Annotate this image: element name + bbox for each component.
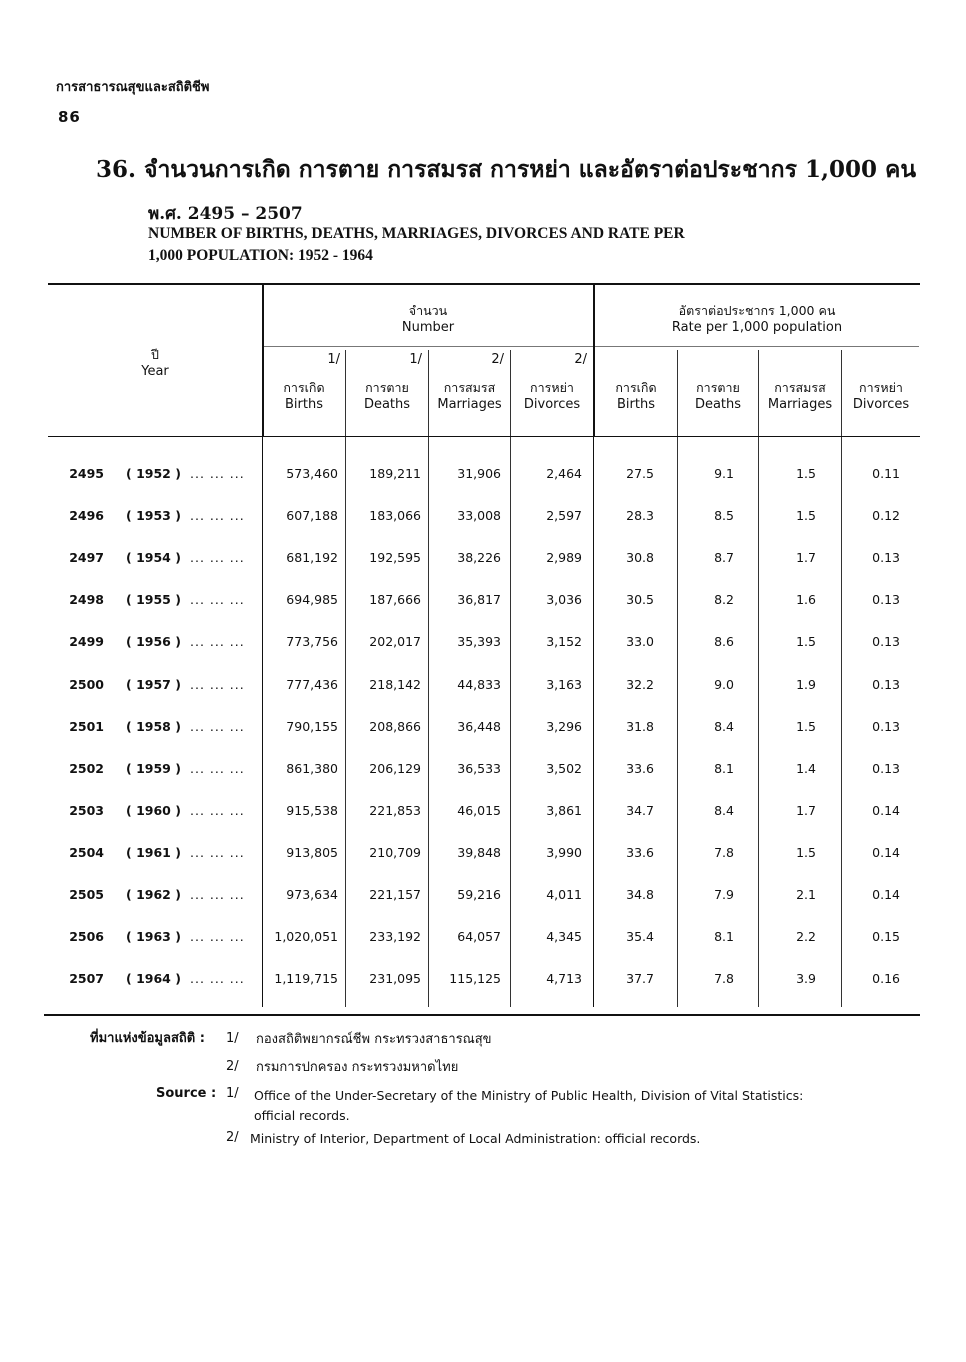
rate-births-value: 30.5	[626, 592, 654, 607]
marriages-value: 35,393	[457, 634, 501, 649]
table-row	[48, 719, 918, 739]
marriages-value: 36,448	[457, 719, 501, 734]
divorces-value: 2,464	[546, 466, 582, 481]
rate-marriages-value: 1.5	[796, 634, 816, 649]
rate-divorces-value: 0.13	[872, 719, 900, 734]
births-value: 913,805	[286, 845, 338, 860]
source-english-1-mark: 1/	[226, 1086, 239, 1101]
marriages-value: 46,015	[457, 803, 501, 818]
year-be: 2497	[69, 550, 104, 565]
year-header-english: Year	[141, 364, 169, 379]
rate-births-header-english: Births	[617, 397, 655, 412]
divorces-value: 3,990	[546, 845, 582, 860]
leader-dots: ... ... ...	[190, 592, 245, 607]
births-value: 1,119,715	[274, 971, 338, 986]
rate-divorces-value: 0.13	[872, 634, 900, 649]
births-value: 681,192	[286, 550, 338, 565]
year-ad: ( 1963 )	[126, 929, 181, 944]
table-title-english-line2: 1,000 POPULATION: 1952 - 1964	[148, 247, 373, 264]
year-ad: ( 1954 )	[126, 550, 181, 565]
divorces-value: 3,163	[546, 677, 582, 692]
deaths-header-english: Deaths	[363, 397, 411, 412]
rate-divorces-header	[842, 379, 920, 413]
leader-dots: ... ... ...	[190, 929, 245, 944]
rate-births-value: 33.6	[626, 761, 654, 776]
divorces-header-thai: การหย่า	[530, 380, 574, 395]
rate-divorces-value: 0.16	[872, 971, 900, 986]
table-number: 36.	[96, 156, 137, 183]
births-value: 573,460	[286, 466, 338, 481]
divorces-header	[511, 379, 593, 413]
divorces-value: 2,989	[546, 550, 582, 565]
deaths-value: 208,866	[369, 719, 421, 734]
table-bottom-rule	[44, 1014, 920, 1016]
table-row	[48, 803, 918, 823]
births-header-english: Births	[285, 397, 323, 412]
divorces-footnote-mark: 2/	[574, 352, 587, 367]
year-header-thai: ปี	[151, 347, 159, 362]
rate-marriages-value: 1.5	[796, 719, 816, 734]
marriages-footnote-mark: 2/	[491, 352, 504, 367]
births-header	[263, 379, 345, 413]
table-row	[48, 761, 918, 781]
table-period-thai: พ.ศ. 2495 – 2507	[148, 204, 303, 224]
year-ad: ( 1956 )	[126, 634, 181, 649]
rate-marriages-value: 1.5	[796, 466, 816, 481]
marriages-value: 31,906	[457, 466, 501, 481]
rate-divorces-value: 0.11	[872, 466, 900, 481]
year-ad: ( 1957 )	[126, 677, 181, 692]
leader-dots: ... ... ...	[190, 803, 245, 818]
rate-deaths-value: 8.1	[714, 761, 734, 776]
year-be: 2506	[69, 929, 104, 944]
table-row	[48, 466, 918, 486]
table-title-thai	[96, 152, 916, 188]
year-ad: ( 1958 )	[126, 719, 181, 734]
marriages-value: 64,057	[457, 929, 501, 944]
source-thai-1-mark: 1/	[226, 1031, 239, 1046]
leader-dots: ... ... ...	[190, 508, 245, 523]
page-number: 86	[58, 108, 81, 126]
births-value: 861,380	[286, 761, 338, 776]
rate-divorces-value: 0.14	[872, 887, 900, 902]
leader-dots: ... ... ...	[190, 887, 245, 902]
rate-births-header-thai: การเกิด	[615, 380, 657, 395]
table-row	[48, 550, 918, 570]
deaths-header	[346, 379, 428, 413]
rate-divorces-value: 0.14	[872, 803, 900, 818]
rate-births-value: 31.8	[626, 719, 654, 734]
divorces-value: 4,345	[546, 929, 582, 944]
births-value: 973,634	[286, 887, 338, 902]
rate-group-english: Rate per 1,000 population	[671, 320, 843, 335]
deaths-value: 189,211	[369, 466, 421, 481]
births-value: 607,188	[286, 508, 338, 523]
births-header-thai: การเกิด	[283, 380, 325, 395]
marriages-value: 38,226	[457, 550, 501, 565]
rate-deaths-value: 7.8	[714, 971, 734, 986]
rate-deaths-value: 9.1	[714, 466, 734, 481]
running-head: การสาธารณสุขและสถิติชีพ	[56, 80, 210, 95]
deaths-value: 210,709	[369, 845, 421, 860]
table-row	[48, 845, 918, 865]
rate-marriages-value: 2.1	[796, 887, 816, 902]
marriages-header	[429, 379, 510, 413]
year-ad: ( 1953 )	[126, 508, 181, 523]
source-label-thai: ที่มาแห่งข้อมูลสถิติ :	[90, 1031, 205, 1046]
year-be: 2498	[69, 592, 104, 607]
births-value: 777,436	[286, 677, 338, 692]
rate-deaths-value: 9.0	[714, 677, 734, 692]
rate-divorces-value: 0.15	[872, 929, 900, 944]
leader-dots: ... ... ...	[190, 550, 245, 565]
marriages-value: 59,216	[457, 887, 501, 902]
divorces-value: 4,713	[546, 971, 582, 986]
rate-marriages-value: 1.4	[796, 761, 816, 776]
marriages-value: 36,533	[457, 761, 501, 776]
year-ad: ( 1964 )	[126, 971, 181, 986]
rate-marriages-value: 1.5	[796, 508, 816, 523]
table-row	[48, 929, 918, 949]
rate-divorces-value: 0.14	[872, 845, 900, 860]
source-english-2-mark: 2/	[226, 1130, 239, 1145]
rate-marriages-value: 2.2	[796, 929, 816, 944]
rate-births-value: 32.2	[626, 677, 654, 692]
year-ad: ( 1960 )	[126, 803, 181, 818]
source-english-2-text: Ministry of Interior, Department of Local Administration: official records.	[250, 1131, 701, 1146]
rate-births-value: 33.0	[626, 634, 654, 649]
rate-deaths-value: 8.7	[714, 550, 734, 565]
source-thai-2-text: กรมการปกครอง กระทรวงมหาดไทย	[256, 1060, 459, 1075]
rate-marriages-value: 1.7	[796, 550, 816, 565]
rate-divorces-value: 0.13	[872, 550, 900, 565]
deaths-value: 202,017	[369, 634, 421, 649]
rate-deaths-header	[678, 379, 758, 413]
rate-marriages-value: 3.9	[796, 971, 816, 986]
year-be: 2504	[69, 845, 104, 860]
rate-deaths-value: 8.2	[714, 592, 734, 607]
table-title-thai-text: จำนวนการเกิด การตาย การสมรส การหย่า และอัตราต่อประชากร 1,000 คน	[144, 156, 917, 183]
rate-births-value: 37.7	[626, 971, 654, 986]
rate-deaths-value: 7.9	[714, 887, 734, 902]
rate-deaths-value: 8.4	[714, 719, 734, 734]
leader-dots: ... ... ...	[190, 634, 245, 649]
rate-divorces-value: 0.13	[872, 592, 900, 607]
rate-group-header	[595, 302, 919, 336]
rate-marriages-value: 1.7	[796, 803, 816, 818]
leader-dots: ... ... ...	[190, 719, 245, 734]
table-row	[48, 677, 918, 697]
rate-deaths-value: 8.5	[714, 508, 734, 523]
deaths-value: 192,595	[369, 550, 421, 565]
table-title-english-line1: NUMBER OF BIRTHS, DEATHS, MARRIAGES, DIVORCES AND RATE PER	[148, 225, 685, 242]
births-value: 773,756	[286, 634, 338, 649]
year-be: 2505	[69, 887, 104, 902]
rate-births-value: 34.8	[626, 887, 654, 902]
rate-divorces-value: 0.13	[872, 677, 900, 692]
divorces-value: 2,597	[546, 508, 582, 523]
year-be: 2507	[69, 971, 104, 986]
rate-births-header	[595, 379, 677, 413]
leader-dots: ... ... ...	[190, 677, 245, 692]
births-value: 790,155	[286, 719, 338, 734]
rate-deaths-header-thai: การตาย	[696, 380, 740, 395]
source-english-1-text: Office of the Under-Secretary of the Ministry of Public Health, Division of Vital Statistics:	[254, 1088, 804, 1103]
year-be: 2502	[69, 761, 104, 776]
leader-dots: ... ... ...	[190, 971, 245, 986]
rate-divorces-value: 0.13	[872, 761, 900, 776]
marriages-value: 39,848	[457, 845, 501, 860]
divorces-value: 4,011	[546, 887, 582, 902]
rate-marriages-value: 1.9	[796, 677, 816, 692]
leader-dots: ... ... ...	[190, 761, 245, 776]
rate-births-value: 27.5	[626, 466, 654, 481]
table-top-rule	[48, 283, 920, 285]
marriages-value: 36,817	[457, 592, 501, 607]
rate-births-value: 28.3	[626, 508, 654, 523]
rate-deaths-header-english: Deaths	[694, 397, 742, 412]
rate-deaths-value: 7.8	[714, 845, 734, 860]
year-ad: ( 1955 )	[126, 592, 181, 607]
year-be: 2496	[69, 508, 104, 523]
births-value: 915,538	[286, 803, 338, 818]
divorces-value: 3,152	[546, 634, 582, 649]
divorces-value: 3,502	[546, 761, 582, 776]
leader-dots: ... ... ...	[190, 845, 245, 860]
divorces-value: 3,036	[546, 592, 582, 607]
rate-marriages-header	[759, 379, 841, 413]
rate-births-value: 30.8	[626, 550, 654, 565]
number-group-thai: จำนวน	[408, 303, 448, 318]
divorces-header-english: Divorces	[523, 397, 581, 412]
year-header	[110, 346, 200, 380]
table-header-bottom-rule	[48, 436, 920, 437]
table-row	[48, 508, 918, 528]
deaths-value: 218,142	[369, 677, 421, 692]
year-ad: ( 1962 )	[126, 887, 181, 902]
marriages-value: 33,008	[457, 508, 501, 523]
table-row	[48, 971, 918, 991]
rate-marriages-value: 1.5	[796, 845, 816, 860]
deaths-value: 221,157	[369, 887, 421, 902]
year-be: 2500	[69, 677, 104, 692]
source-label-english: Source :	[156, 1086, 217, 1101]
divorces-value: 3,861	[546, 803, 582, 818]
year-ad: ( 1961 )	[126, 845, 181, 860]
deaths-value: 187,666	[369, 592, 421, 607]
table-row	[48, 592, 918, 612]
table-title-english	[148, 223, 868, 267]
marriages-header-thai: การสมรส	[443, 380, 496, 395]
births-value: 1,020,051	[274, 929, 338, 944]
rate-marriages-header-thai: การสมรส	[774, 380, 826, 395]
rate-group-rule	[595, 346, 919, 347]
rate-births-value: 34.7	[626, 803, 654, 818]
rate-divorces-header-thai: การหย่า	[859, 380, 903, 395]
deaths-footnote-mark: 1/	[409, 352, 422, 367]
year-be: 2495	[69, 466, 104, 481]
year-ad: ( 1952 )	[126, 466, 181, 481]
number-group-header	[263, 302, 593, 336]
rate-deaths-value: 8.1	[714, 929, 734, 944]
rate-deaths-value: 8.4	[714, 803, 734, 818]
rate-divorces-header-english: Divorces	[852, 397, 910, 412]
year-ad: ( 1959 )	[126, 761, 181, 776]
births-footnote-mark: 1/	[327, 352, 340, 367]
source-english-1-text-cont: official records.	[254, 1108, 350, 1123]
deaths-header-thai: การตาย	[365, 380, 409, 395]
rate-deaths-value: 8.6	[714, 634, 734, 649]
divorces-value: 3,296	[546, 719, 582, 734]
deaths-value: 221,853	[369, 803, 421, 818]
year-be: 2503	[69, 803, 104, 818]
table-row	[48, 887, 918, 907]
marriages-value: 44,833	[457, 677, 501, 692]
year-be: 2501	[69, 719, 104, 734]
deaths-value: 231,095	[369, 971, 421, 986]
rate-marriages-header-english: Marriages	[767, 397, 833, 412]
rate-group-thai: อัตราต่อประชากร 1,000 คน	[678, 303, 836, 318]
deaths-value: 206,129	[369, 761, 421, 776]
year-be: 2499	[69, 634, 104, 649]
leader-dots: ... ... ...	[190, 466, 245, 481]
source-thai-2-mark: 2/	[226, 1059, 239, 1074]
marriages-value: 115,125	[449, 971, 501, 986]
number-group-rule	[263, 346, 593, 347]
deaths-value: 183,066	[369, 508, 421, 523]
source-thai-1-text: กองสถิติพยากรณ์ชีพ กระทรวงสาธารณสุข	[256, 1032, 492, 1047]
births-value: 694,985	[286, 592, 338, 607]
marriages-header-english: Marriages	[437, 397, 502, 412]
table-row	[48, 634, 918, 654]
rate-births-value: 35.4	[626, 929, 654, 944]
rate-divorces-value: 0.12	[872, 508, 900, 523]
rate-births-value: 33.6	[626, 845, 654, 860]
number-group-english: Number	[401, 320, 455, 335]
deaths-value: 233,192	[369, 929, 421, 944]
rate-marriages-value: 1.6	[796, 592, 816, 607]
